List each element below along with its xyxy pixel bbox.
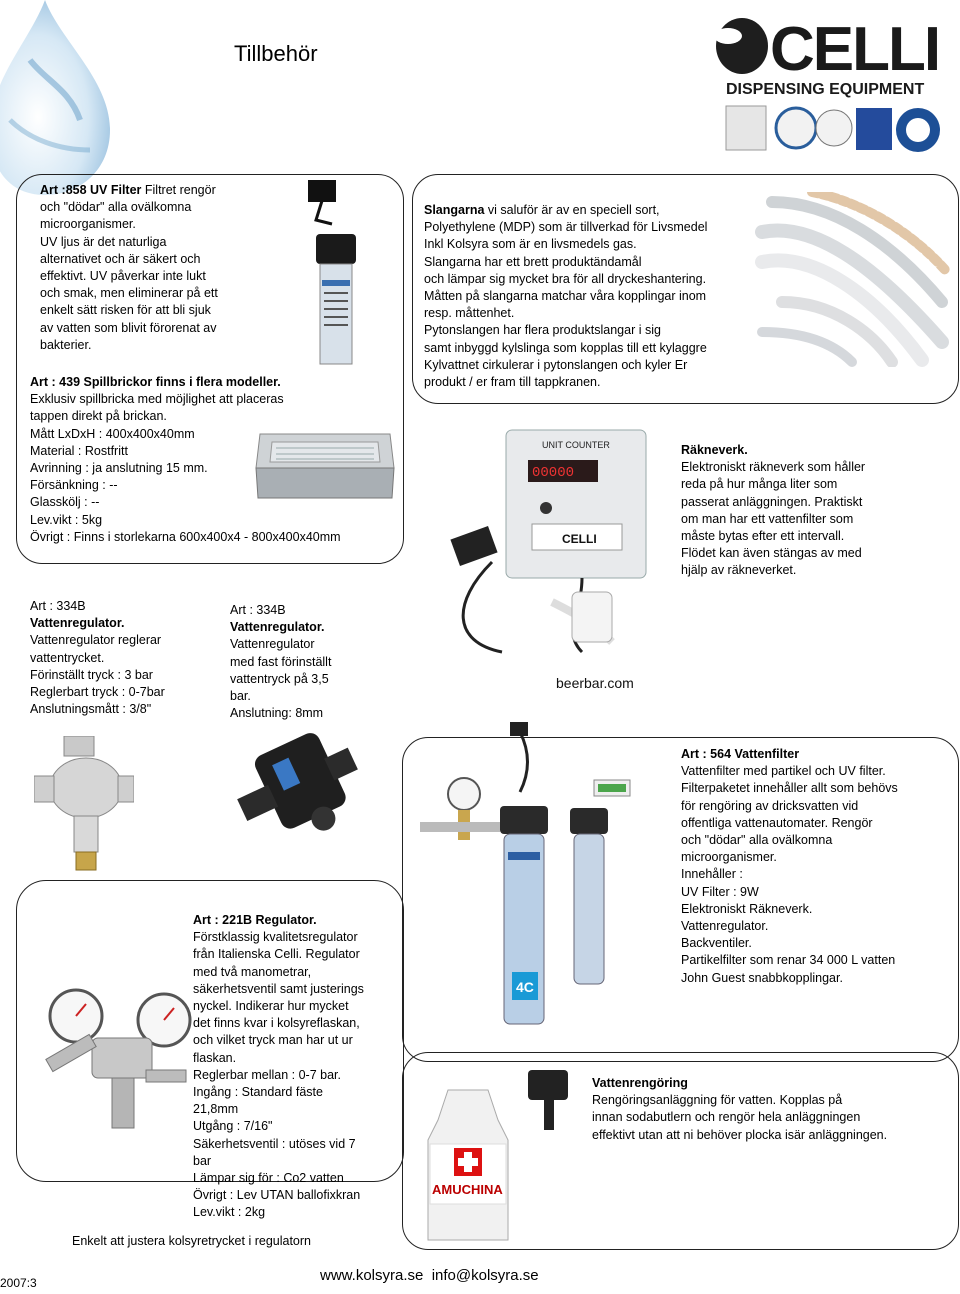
unit-counter-brand: CELLI <box>562 532 597 546</box>
uv-line: och "dödar" alla ovälkomna <box>40 200 192 215</box>
uv-text <box>40 182 280 354</box>
counter-line: passerat anläggningen. Praktiskt <box>681 494 863 509</box>
reg1-text <box>30 598 220 718</box>
co2-line: Säkerhetsventil : utöses vid 7 <box>193 1136 356 1151</box>
hose-line: Inkl Kolsyra som är en livsmedels gas. <box>424 237 637 252</box>
drip-line: Avrinning : ja anslutning 15 mm. <box>30 461 208 476</box>
hose-line: produkt / er fram till tappkranen. <box>424 375 601 390</box>
vf-line: Vattenfilter med partikel och UV filter. <box>681 764 886 779</box>
reg2-line: vattentryck på 3,5 <box>230 671 329 686</box>
amuchina-label: AMUCHINA <box>432 1182 503 1197</box>
co2-line: Lev.vikt : 2kg <box>193 1205 266 1220</box>
logo-brand: CELLI <box>770 15 940 84</box>
reg1-line: Anslutningsmått : 3/8" <box>30 702 152 717</box>
reg2-text <box>230 602 390 722</box>
reg1-line: Vattenregulator reglerar <box>30 633 162 648</box>
vf-line: microorganismer. <box>681 850 777 865</box>
clean-heading: Vattenrengöring <box>592 1076 688 1090</box>
counter-line: Elektroniskt räkneverk som håller <box>681 460 866 475</box>
vf-line: Elektroniskt Räkneverk. <box>681 901 813 916</box>
drip-line: Glasskölj : -- <box>30 495 100 510</box>
counter-line: måste bytas efter ett intervall. <box>681 529 845 544</box>
co2-regulator-image <box>26 980 196 1140</box>
vf-line: Partikelfilter som renar 34 000 L vatten <box>681 953 896 968</box>
uv-line: effektivt. UV påverkar inte lukt <box>40 269 206 284</box>
logo-sub: DISPENSING EQUIPMENT <box>726 81 925 98</box>
co2-line: flaskan. <box>193 1050 237 1065</box>
drip-heading: Art : 439 Spillbrickor finns i flera modeller. <box>30 375 281 389</box>
co2-line: bar <box>193 1153 212 1168</box>
co2-line: Ingång : Standard fäste <box>193 1085 323 1100</box>
brass-regulator-image <box>34 736 134 876</box>
uv-line: alternativet och är säkert och <box>40 251 201 266</box>
uv-lead: Filtret rengör <box>141 183 216 197</box>
counter-line: hjälp av räkneverket. <box>681 563 797 578</box>
vf-line: offentliga vattenautomater. Rengör <box>681 815 873 830</box>
co2-line: Lämpar sig för : Co2 vatten <box>193 1171 344 1186</box>
vf-heading: Art : 564 Vattenfilter <box>681 747 800 761</box>
unit-counter-image <box>432 412 672 692</box>
hose-line: resp. måttenhet. <box>424 306 515 321</box>
svg-text:00000: 00000 <box>532 465 575 481</box>
uv-heading: Art :858 UV Filter <box>40 183 142 197</box>
uv-line: enkelt sätt risken för att bli sjuk <box>40 303 211 318</box>
water-filter-kit-image <box>420 722 680 1052</box>
vf-text <box>681 746 953 987</box>
co2-line: det finns kvar i kolsyreflaskan, <box>193 1016 360 1031</box>
plastic-regulator-image <box>230 722 370 862</box>
hose-heading: Slangarna <box>424 203 485 217</box>
co2-footnote: Enkelt att justera kolsyretrycket i regulatorn <box>72 1234 311 1248</box>
uv-line: av vatten som blivit förorenat av <box>40 320 217 335</box>
counter-text <box>681 442 951 580</box>
clean-line: effektivt utan att ni behöver plocka isär anläggningen. <box>592 1127 888 1142</box>
drip-line: Mått LxDxH : 400x400x40mm <box>30 426 195 441</box>
counter-line: om man har ett vattenfilter som <box>681 511 854 526</box>
drip-line: tappen direkt på brickan. <box>30 409 167 424</box>
co2-line: Reglerbar mellan : 0-7 bar. <box>193 1067 341 1082</box>
hose-line: Polyethylene (MDP) som är tillverkad för Livsmedel <box>424 220 708 235</box>
hose-line: Slangarna har ett brett produktändamål <box>424 254 642 269</box>
counter-heading: Räkneverk. <box>681 443 748 457</box>
reg2-line: Anslutning: 8mm <box>230 706 324 721</box>
hose-line: Måtten på slangarna matchar våra kopplingar inom <box>424 289 707 304</box>
clean-line: innan sodabutlern och rengör hela anläggningen <box>592 1110 861 1125</box>
celli-logo <box>706 6 956 156</box>
uv-line: och smak, men eliminerar på ett <box>40 286 218 301</box>
hose-image <box>752 192 952 367</box>
hose-line: Pytonslangen har flera produktslangar i sig <box>424 323 661 338</box>
co2-line: nyckel. Indikerar hur mycket <box>193 999 349 1014</box>
counter-line: reda på hur många liter som <box>681 477 838 492</box>
uv-line: bakterier. <box>40 337 92 352</box>
reg1-heading-2: Vattenregulator. <box>30 616 125 631</box>
reg2-heading-1: Art : 334B <box>230 603 286 617</box>
cleaning-bottle-image <box>418 1060 598 1250</box>
reg2-heading-2: Vattenregulator. <box>230 620 325 635</box>
vf-line: Innehåller : <box>681 867 743 882</box>
reg2-line: Vattenregulator <box>230 637 315 652</box>
clean-text <box>592 1075 952 1144</box>
hose-line: Kylvattnet cirkulerar i pytonslangen och kyler Er <box>424 357 688 372</box>
clean-line: Rengöringsanläggning för vatten. Kopplas på <box>592 1093 843 1108</box>
page-title: Tillbehör <box>234 41 318 66</box>
drip-line: Lev.vikt : 5kg <box>30 512 103 527</box>
hose-line: samt inbyggd kylslinga som kopplas till ett kylaggre <box>424 340 707 355</box>
drip-line: Material : Rostfritt <box>30 443 128 458</box>
co2-line: 21,8mm <box>193 1102 239 1117</box>
reg1-line: Reglerbart tryck : 0-7bar <box>30 685 165 700</box>
co2-line: från Italienska Celli. Regulator <box>193 947 360 962</box>
hose-line: och lämpar sig mycket bra för all dryckeshantering. <box>424 271 707 286</box>
reg1-line: vattentrycket. <box>30 650 105 665</box>
vf-line: för rengöring av dricksvatten vid <box>681 798 859 813</box>
reg2-line: bar. <box>230 689 251 704</box>
co2-text <box>193 912 398 1222</box>
reg2-line: med fast förinställt <box>230 654 332 669</box>
co2-line: säkerhetsventil samt justerings <box>193 981 364 996</box>
footer-contact[interactable]: www.kolsyra.se info@kolsyra.se <box>320 1267 539 1284</box>
co2-line: Utgång : 7/16" <box>193 1119 273 1134</box>
vf-line: John Guest snabbkopplingar. <box>681 970 843 985</box>
co2-line: Förstklassig kvalitetsregulator <box>193 930 358 945</box>
co2-heading: Art : 221B Regulator. <box>193 913 317 927</box>
vf-line: Filterpaketet innehåller allt som behövs <box>681 781 898 796</box>
uv-line: UV ljus är det naturliga <box>40 234 167 249</box>
uv-line: microorganismer. <box>40 217 136 232</box>
uv-filter-image <box>296 180 386 380</box>
reg1-line: Förinställt tryck : 3 bar <box>30 667 153 682</box>
drip-tray-image <box>250 428 396 506</box>
beerbar-watermark: beerbar.com <box>556 675 634 691</box>
water-drop-decoration <box>0 0 140 200</box>
unit-counter-label: UNIT COUNTER <box>542 440 610 450</box>
hose-lead: vi saluför är av en speciell sort, <box>484 203 660 217</box>
co2-line: med två manometrar, <box>193 964 312 979</box>
cartridge-label: 4C <box>516 979 534 995</box>
co2-line: Övrigt : Lev UTAN ballofixkran <box>193 1188 361 1203</box>
reg1-heading-1: Art : 334B <box>30 599 86 613</box>
hose-text <box>424 202 750 391</box>
page-number: 2007:3 <box>0 1276 37 1290</box>
drip-line: Exklusiv spillbricka med möjlighet att placeras <box>30 392 284 407</box>
drip-line: Övrigt : Finns i storlekarna 600x400x4 - 800x400x40mm <box>30 529 341 544</box>
vf-line: Vattenregulator. <box>681 919 769 934</box>
vf-line: och "dödar" alla ovälkomna <box>681 833 833 848</box>
vf-line: Backventiler. <box>681 936 752 951</box>
vf-line: UV Filter : 9W <box>681 884 759 899</box>
co2-line: och vilket tryck man har ut ur <box>193 1033 353 1048</box>
drip-line: Försänkning : -- <box>30 478 118 493</box>
counter-line: Flödet kan även stängas av med <box>681 546 862 561</box>
